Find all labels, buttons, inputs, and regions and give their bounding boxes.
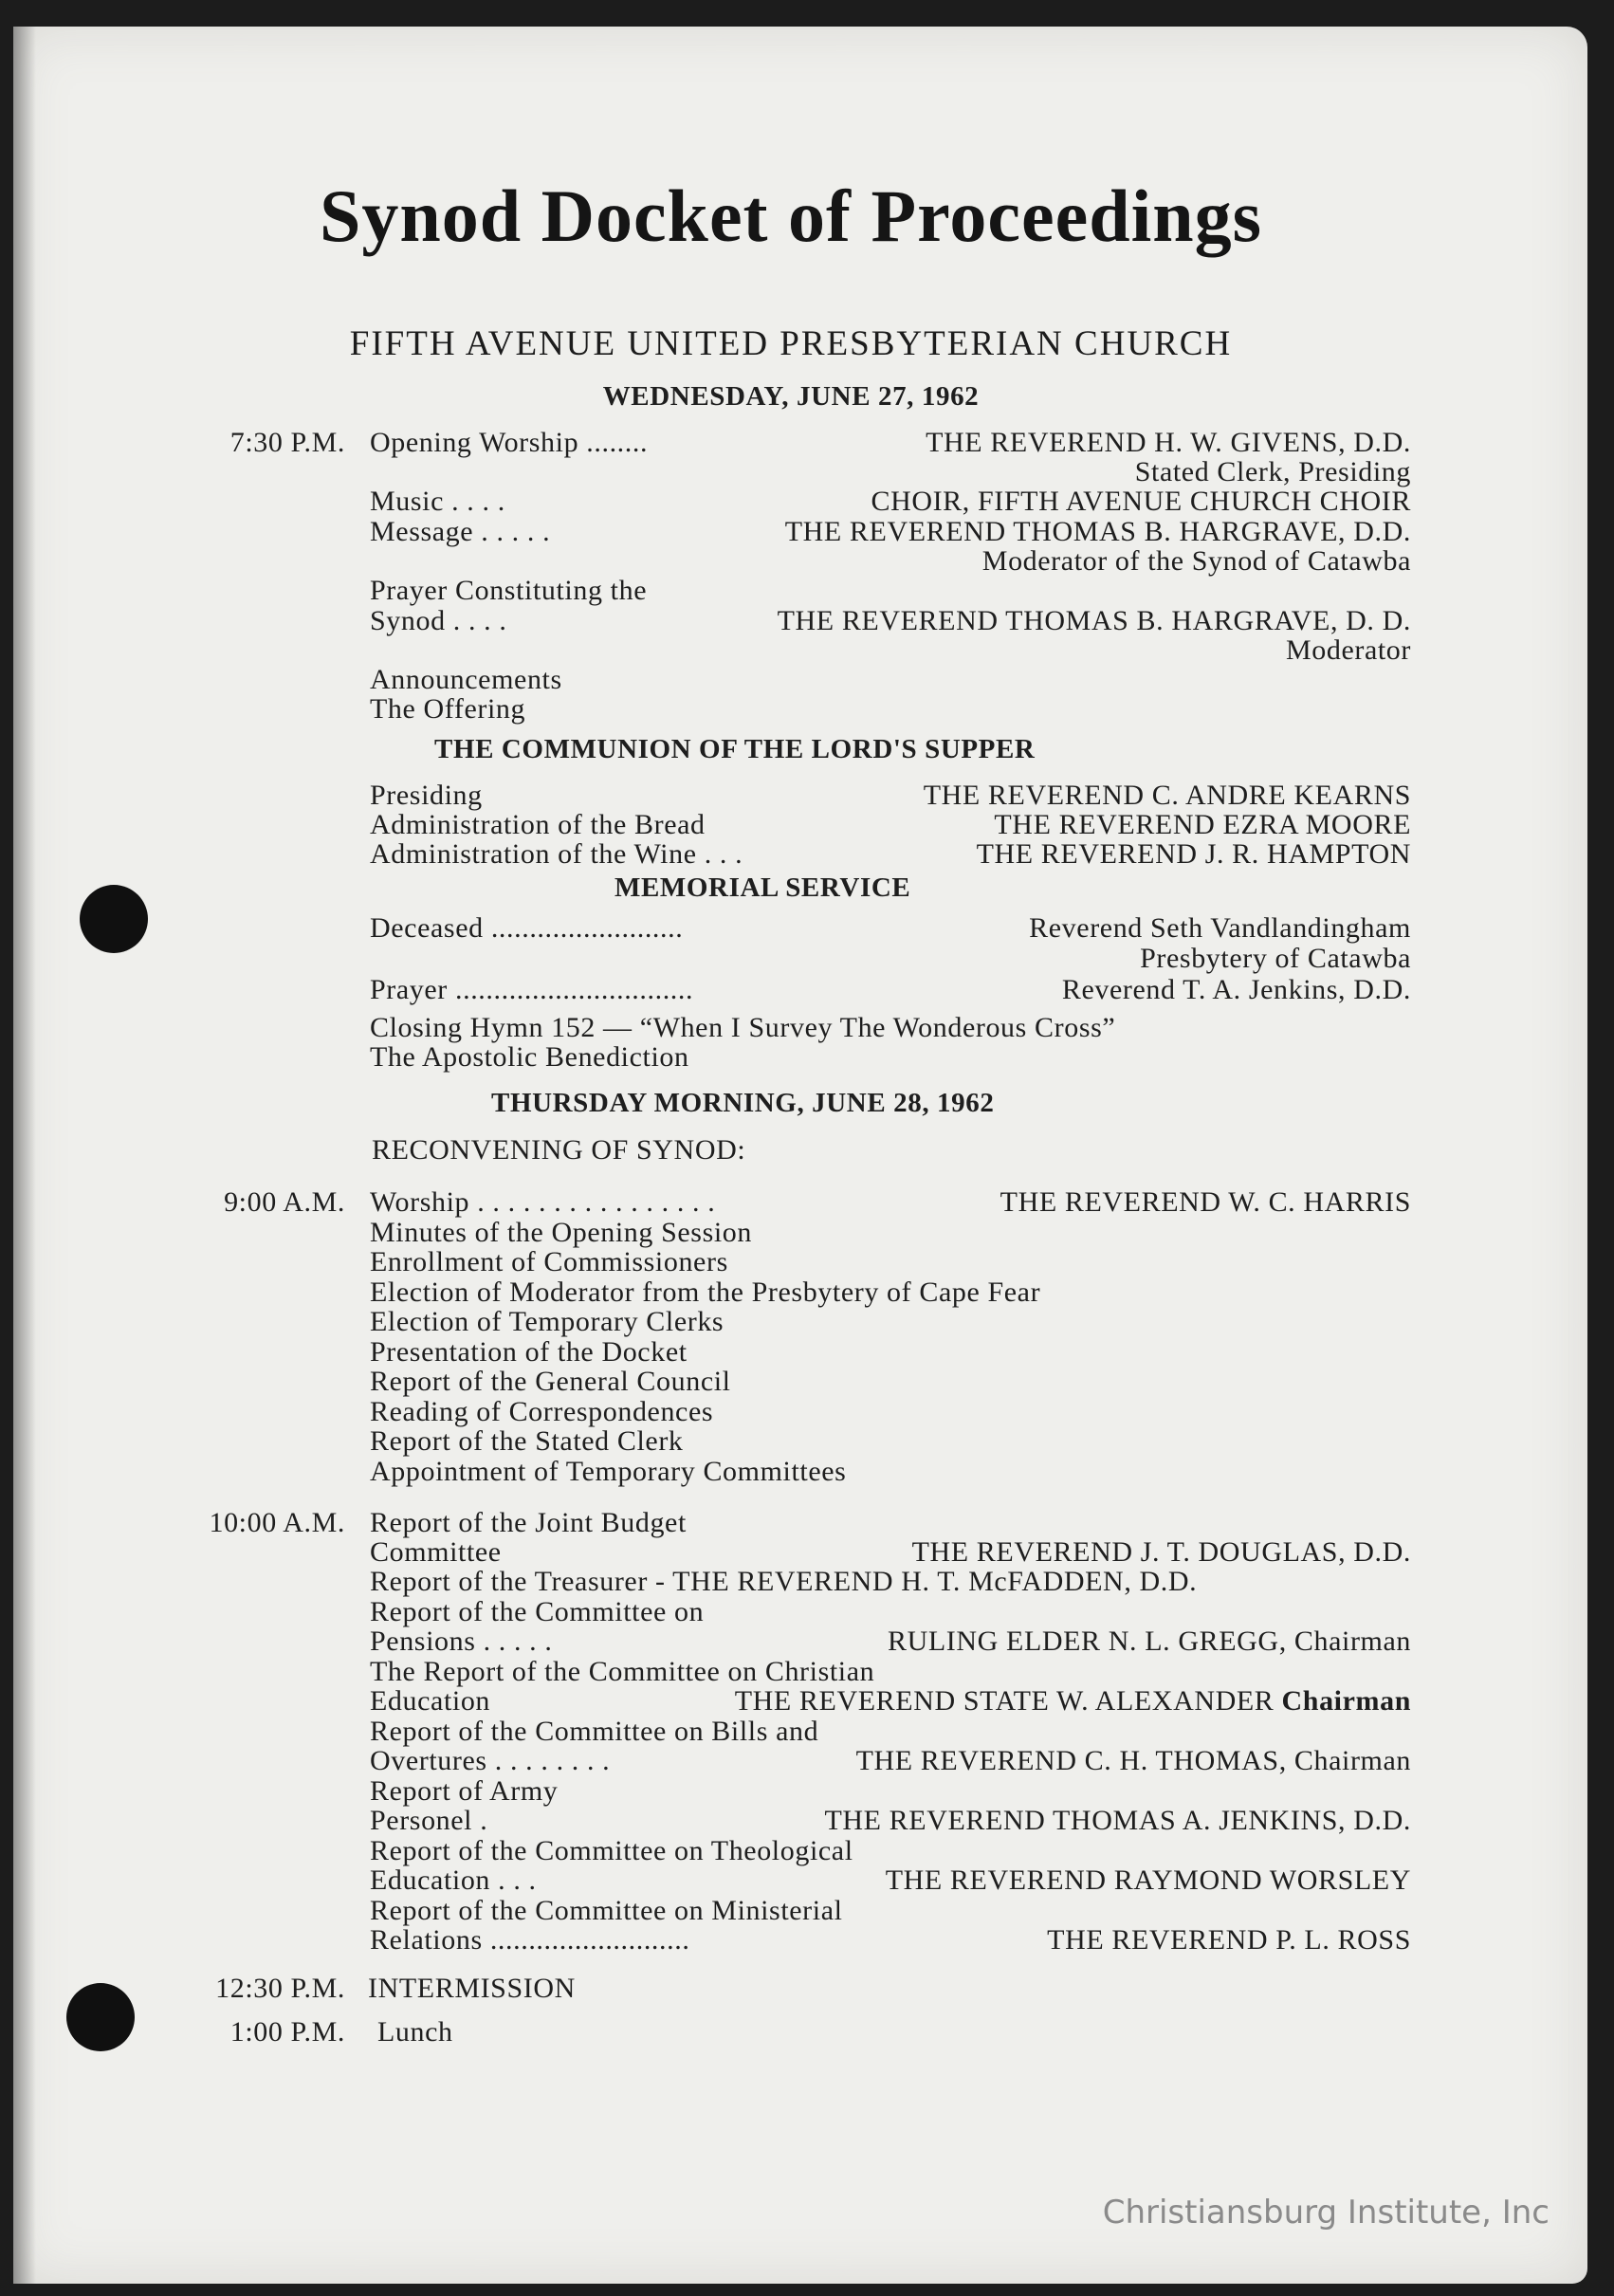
officiant-role: Chairman <box>1281 1685 1411 1717</box>
agenda-item: Administration of the Bread <box>370 809 706 840</box>
officiant: THE REVEREND W. C. HARRIS <box>1000 1186 1411 1218</box>
agenda-item: The Apostolic Benediction <box>370 1041 689 1073</box>
officiant <box>735 1687 1411 1716</box>
agenda-item: Report of the Treasurer - THE REVEREND H. T. McFADDEN, D.D. <box>370 1566 1198 1597</box>
agenda-item: Overtures . . . . . . . . <box>370 1745 611 1776</box>
agenda-item: Enrollment of Commissioners <box>370 1246 728 1277</box>
officiant: THE REVEREND J. T. DOUGLAS, D.D. <box>911 1536 1411 1568</box>
watermark: Christiansburg Institute, Inc <box>1102 2194 1550 2232</box>
agenda-item: Announcements <box>370 664 562 695</box>
agenda-item: Report of the Committee on <box>370 1596 705 1627</box>
agenda-item: Prayer Constituting the <box>370 575 648 606</box>
communion-heading: THE COMMUNION OF THE LORD'S SUPPER <box>434 734 1036 764</box>
binder-hole-icon <box>80 885 148 953</box>
agenda-item: Report of the General Council <box>370 1366 731 1397</box>
agenda-item: Pensions . . . . . <box>370 1626 553 1657</box>
agenda-item: Opening Worship ........ <box>370 427 649 458</box>
time-label: 1:00 P.M. <box>229 2016 345 2048</box>
time-label: 9:00 A.M. <box>224 1186 345 1218</box>
agenda-item: Committee <box>370 1536 502 1568</box>
officiant: CHOIR, FIFTH AVENUE CHURCH CHOIR <box>871 486 1411 517</box>
agenda-item: Worship . . . . . . . . . . . . . . . . <box>370 1186 716 1218</box>
officiant: THE REVEREND C. ANDRE KEARNS <box>923 780 1411 811</box>
page-edge-shadow <box>13 27 36 2284</box>
officiant-role: Moderator <box>1285 634 1411 666</box>
officiant: THE REVEREND J. R. HAMPTON <box>976 838 1411 870</box>
agenda-item: INTERMISSION <box>368 1973 576 2004</box>
agenda-item: Reading of Correspondences <box>370 1396 714 1427</box>
officiant: THE REVEREND THOMAS B. HARGRAVE, D.D. <box>784 516 1411 547</box>
officiant: THE REVEREND EZRA MOORE <box>994 809 1411 840</box>
officiant: THE REVEREND THOMAS A. JENKINS, D.D. <box>824 1805 1411 1836</box>
agenda-item: Education <box>370 1685 491 1717</box>
agenda-item: The Report of the Committee on Christian <box>370 1656 875 1687</box>
time-label: 7:30 P.M. <box>229 427 345 458</box>
agenda-item: Relations .......................... <box>370 1924 690 1956</box>
page-title: Synod Docket of Proceedings <box>319 174 1263 257</box>
agenda-item: Education . . . <box>370 1864 537 1896</box>
agenda-item: Report of the Committee on Theological <box>370 1835 853 1866</box>
agenda-item: Presentation of the Docket <box>370 1336 688 1368</box>
agenda-item: Election of Moderator from the Presbytery of Cape Fear <box>370 1277 1041 1308</box>
agenda-item: Appointment of Temporary Committees <box>370 1456 847 1487</box>
church-name: FIFTH AVENUE UNITED PRESBYTERIAN CHURCH <box>349 324 1233 363</box>
agenda-item: Lunch <box>377 2016 453 2048</box>
agenda-item: Minutes of the Opening Session <box>370 1217 752 1248</box>
agenda-item: Deceased ......................... <box>370 912 684 944</box>
agenda-item: Report of the Committee on Bills and <box>370 1716 819 1747</box>
agenda-item: The Offering <box>370 693 526 725</box>
binder-hole-icon <box>66 1983 135 2051</box>
agenda-item: Report of the Joint Budget <box>370 1507 687 1538</box>
agenda-item: Music . . . . <box>370 486 505 517</box>
officiant: THE REVEREND H. W. GIVENS, D.D. <box>926 427 1411 458</box>
officiant: THE REVEREND THOMAS B. HARGRAVE, D. D. <box>777 605 1411 636</box>
agenda-item: Closing Hymn 152 — “When I Survey The Wonderous Cross” <box>370 1012 1116 1043</box>
agenda-item: Report of the Stated Clerk <box>370 1425 684 1457</box>
agenda-item: Election of Temporary Clerks <box>370 1306 724 1337</box>
officiant: RULING ELDER N. L. GREGG, Chairman <box>888 1626 1411 1657</box>
agenda-item: Administration of the Wine . . . <box>370 838 743 870</box>
agenda-item: Report of Army <box>370 1775 559 1807</box>
officiant-name: THE REVEREND STATE W. ALEXANDER <box>734 1685 1275 1717</box>
docket-page <box>13 27 1587 2284</box>
officiant: THE REVEREND C. H. THOMAS, Chairman <box>855 1745 1411 1776</box>
officiant-role: Stated Clerk, Presiding <box>1134 456 1411 487</box>
agenda-item: Message . . . . . <box>370 516 551 547</box>
officiant: Reverend Seth Vandlandingham <box>1029 912 1411 944</box>
officiant-role: Moderator of the Synod of Catawba <box>981 545 1411 577</box>
time-label: 10:00 A.M. <box>209 1507 345 1538</box>
time-label: 12:30 P.M. <box>215 1973 345 2004</box>
agenda-item: Synod . . . . <box>370 605 507 636</box>
officiant: Reverend T. A. Jenkins, D.D. <box>1061 974 1411 1005</box>
wednesday-heading: WEDNESDAY, JUNE 27, 1962 <box>602 381 980 412</box>
agenda-item: Prayer ............................... <box>370 974 694 1005</box>
officiant: THE REVEREND P. L. ROSS <box>1047 1924 1411 1956</box>
thursday-heading: THURSDAY MORNING, JUNE 28, 1962 <box>491 1088 995 1118</box>
agenda-item: Personel . <box>370 1805 488 1836</box>
section-label: RECONVENING OF SYNOD: <box>372 1134 746 1166</box>
officiant-role: Presbytery of Catawba <box>1140 943 1411 974</box>
agenda-item: Presiding <box>370 780 483 811</box>
memorial-heading: MEMORIAL SERVICE <box>614 872 911 903</box>
officiant: THE REVEREND RAYMOND WORSLEY <box>885 1864 1411 1896</box>
agenda-item: Report of the Committee on Ministerial <box>370 1895 843 1926</box>
